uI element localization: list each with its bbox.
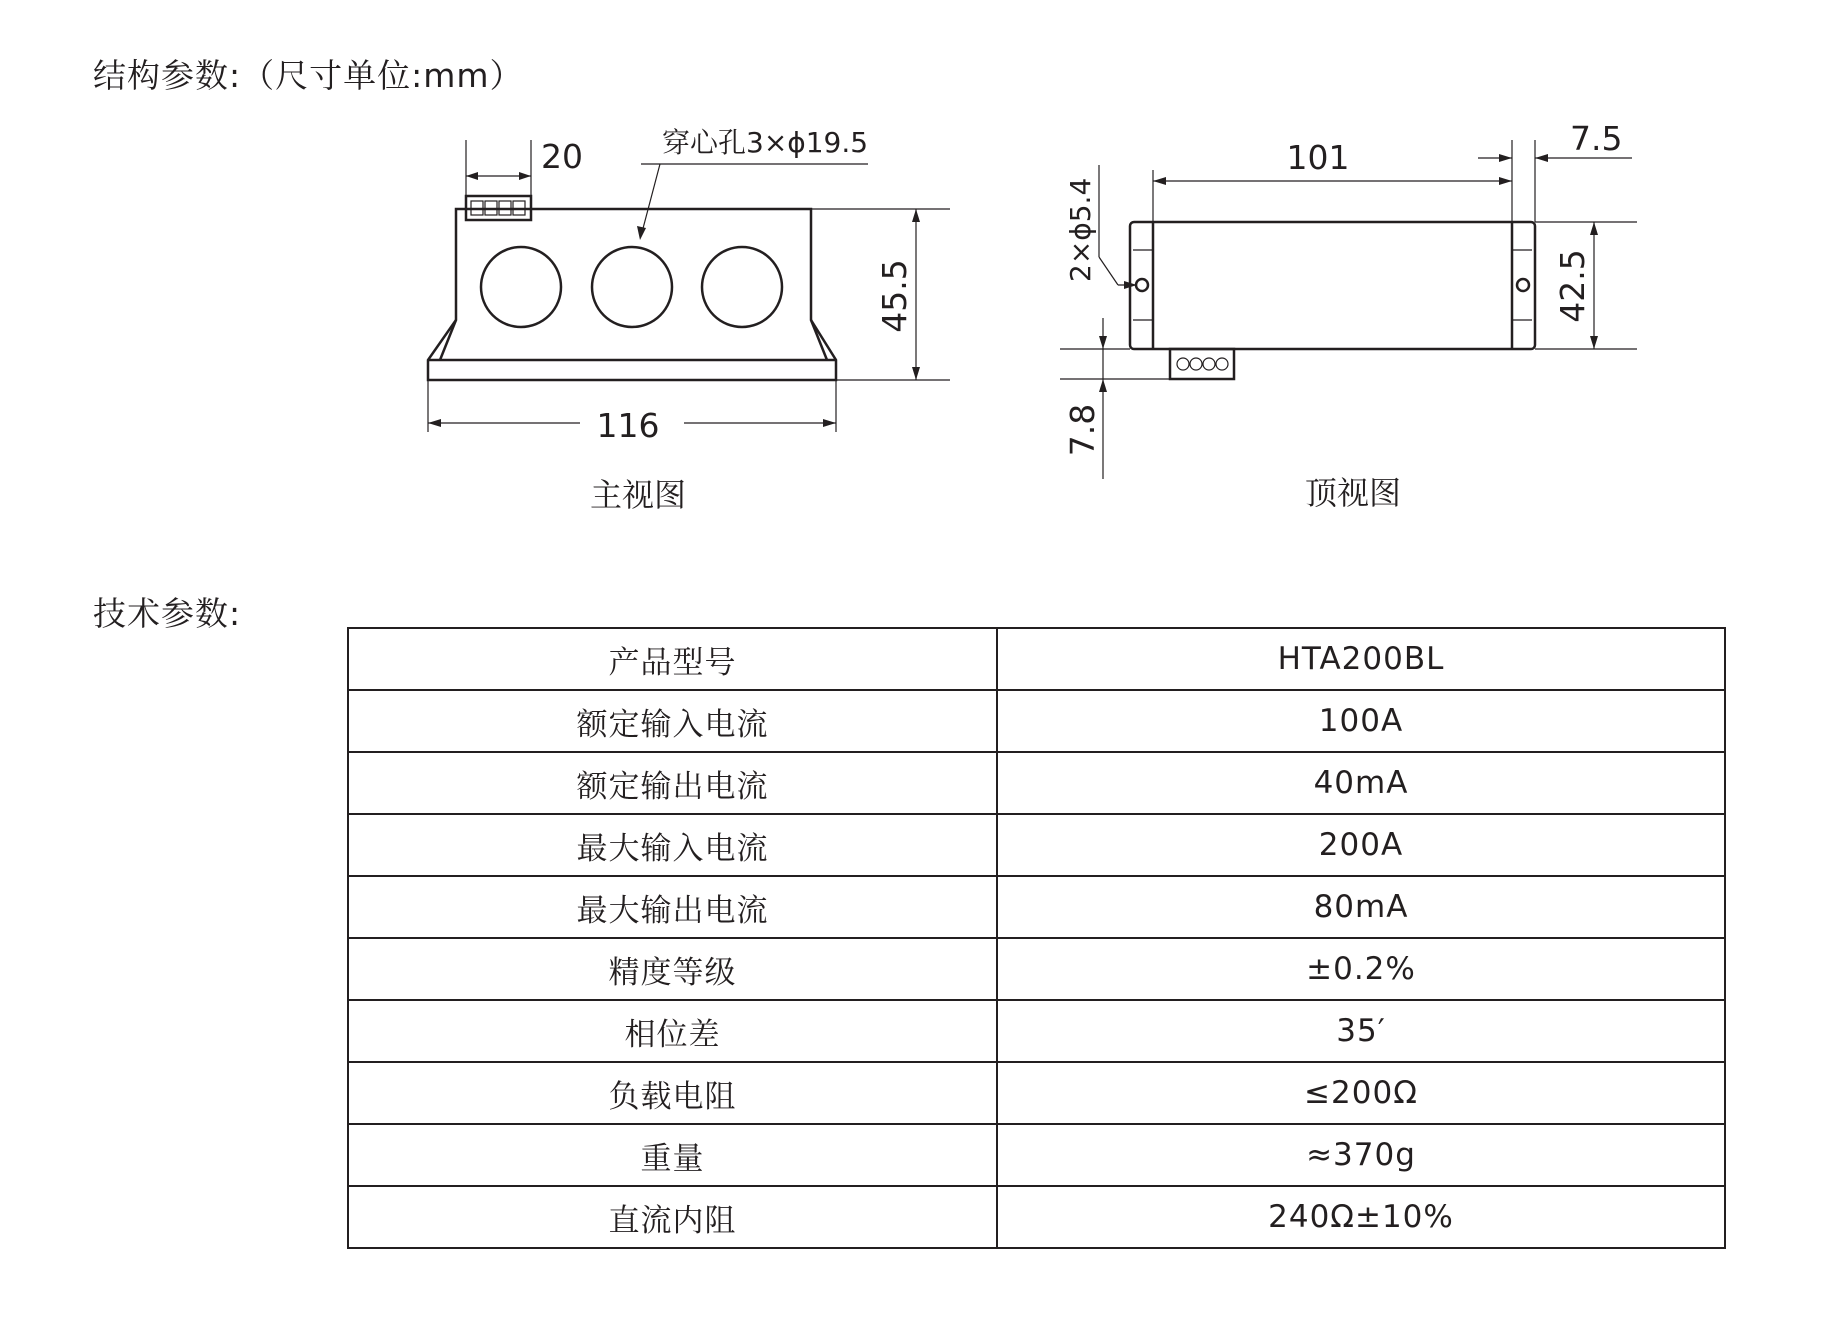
spec-table (347, 627, 1726, 1249)
table-row (348, 1062, 1725, 1124)
table-row (348, 1186, 1725, 1248)
right-mounting-ear (1512, 250, 1532, 320)
param-name: 最大输入电流 (348, 814, 997, 876)
param-name: 相位差 (348, 1000, 997, 1062)
dim-depth: 42.5 (1553, 249, 1592, 323)
dim-length: 101 (1286, 138, 1350, 177)
front-view-label: 主视图 (589, 476, 687, 514)
param-name: 精度等级 (348, 938, 997, 1000)
table-row (348, 1000, 1725, 1062)
param-value: 200A (997, 814, 1725, 876)
table-row (348, 938, 1725, 1000)
table-row (348, 690, 1725, 752)
param-name: 产品型号 (348, 628, 997, 690)
table-row (348, 628, 1725, 690)
param-value: 240Ω±10% (997, 1186, 1725, 1248)
param-value: 100A (997, 690, 1725, 752)
top-view-body-outline (1130, 222, 1535, 349)
param-name: 负载电阻 (348, 1062, 997, 1124)
table-row (348, 752, 1725, 814)
param-name: 额定输出电流 (348, 752, 997, 814)
param-value: 35′ (997, 1000, 1725, 1062)
dim-end: 7.5 (1570, 119, 1623, 158)
param-value: ≤200Ω (997, 1062, 1725, 1124)
top-view (1060, 119, 1637, 512)
dimension-drawing (0, 0, 1823, 560)
table-row (348, 876, 1725, 938)
structure-params-title: 结构参数:（尺寸单位:mm） (93, 56, 524, 95)
front-view-body-outline (428, 209, 836, 380)
through-hole-2 (592, 247, 672, 327)
table-row (348, 1124, 1725, 1186)
param-name: 额定输入电流 (348, 690, 997, 752)
dim-terminal-width: 20 (541, 137, 583, 176)
tech-params-title: 技术参数: (93, 594, 242, 633)
dim-width: 116 (596, 406, 660, 445)
param-name: 重量 (348, 1124, 997, 1186)
dim-mount-holes: 2×ϕ5.4 (1064, 177, 1097, 282)
dim-terminal-offset: 7.8 (1063, 403, 1102, 457)
param-value: HTA200BL (997, 628, 1725, 690)
table-row (348, 814, 1725, 876)
param-name: 直流内阻 (348, 1186, 997, 1248)
through-hole-1 (481, 247, 561, 327)
dim-height: 45.5 (875, 259, 914, 333)
param-value: 40mA (997, 752, 1725, 814)
dim-hole-note: 穿心孔3×ϕ19.5 (662, 126, 869, 159)
param-value: ≈370g (997, 1124, 1725, 1186)
top-terminal-block (1170, 349, 1234, 379)
param-name: 最大输出电流 (348, 876, 997, 938)
param-value: ±0.2% (997, 938, 1725, 1000)
param-value: 80mA (997, 876, 1725, 938)
top-view-label: 顶视图 (1304, 474, 1402, 512)
through-hole-3 (702, 247, 782, 327)
front-view (428, 126, 950, 514)
